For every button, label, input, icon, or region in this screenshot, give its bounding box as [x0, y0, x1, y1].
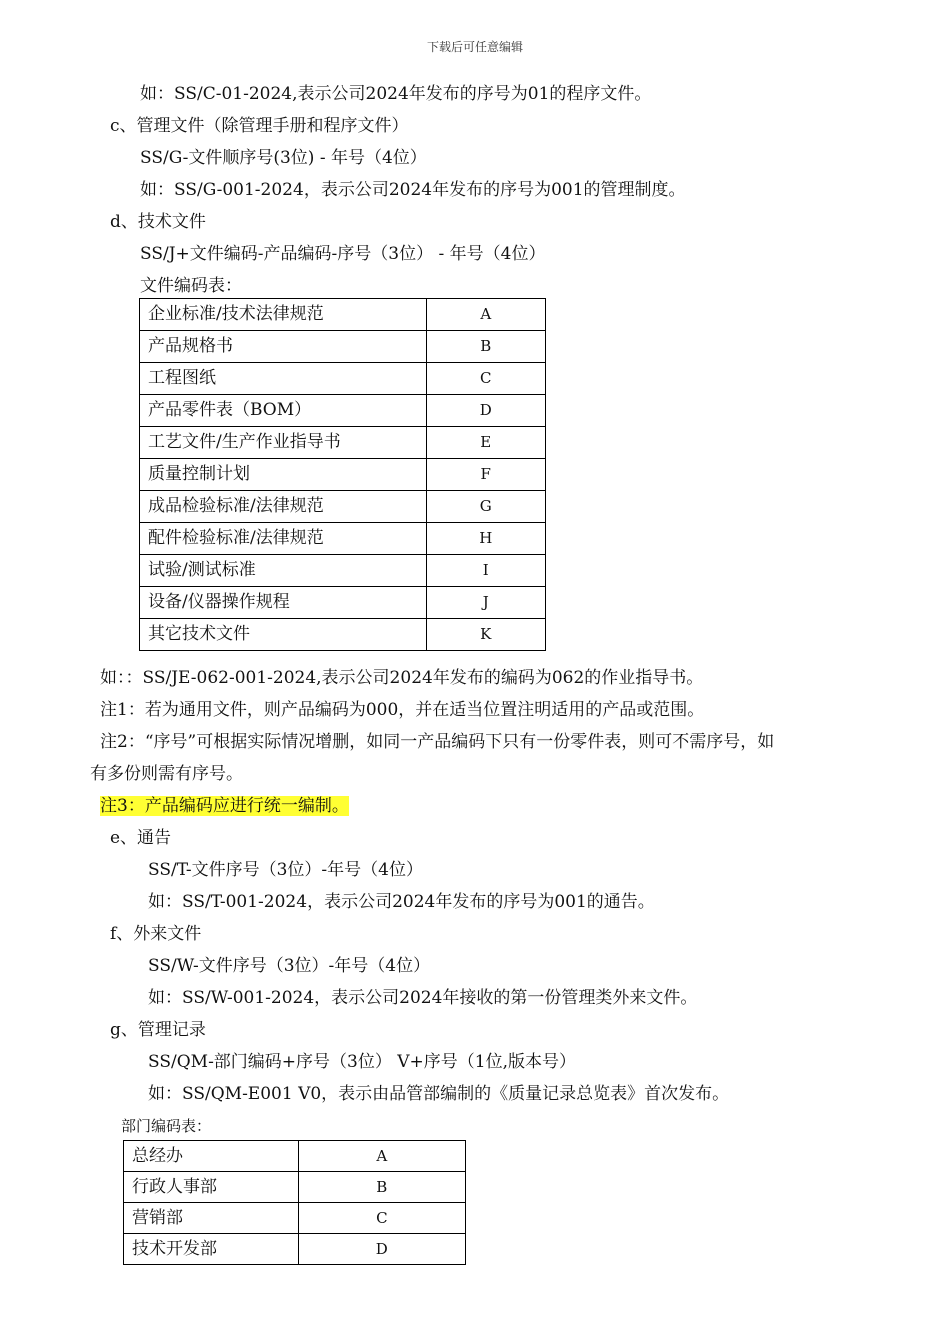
- table-cell-code: B: [426, 331, 545, 363]
- table-cell-name: 质量控制计划: [140, 459, 427, 491]
- example-record: 如：SS/QM-E001 V0，表示由品管部编制的《质量记录总览表》首次发布。: [148, 1084, 730, 1104]
- table-row: [140, 395, 546, 427]
- table-cell-name: 工艺文件/生产作业指导书: [140, 427, 427, 459]
- table-row: [140, 363, 546, 395]
- table-row: [140, 523, 546, 555]
- section-g-heading: g、管理记录: [110, 1020, 206, 1040]
- record-format: SS/QM-部门编码+序号（3位） V+序号（1位,版本号）: [148, 1052, 577, 1072]
- table-cell-code: C: [298, 1203, 465, 1234]
- table-row: [140, 491, 546, 523]
- table-cell-name: 行政人事部: [124, 1172, 299, 1203]
- table-row: [140, 427, 546, 459]
- highlight-text: 注3：产品编码应进行统一编制。: [100, 796, 349, 816]
- table-cell-code: B: [298, 1172, 465, 1203]
- table-cell-name: 营销部: [124, 1203, 299, 1234]
- table-row: [140, 459, 546, 491]
- table-cell-code: G: [426, 491, 545, 523]
- note-1: 注1：若为通用文件，则产品编码为000，并在适当位置注明适用的产品或范围。: [100, 700, 705, 720]
- table-cell-name: 产品规格书: [140, 331, 427, 363]
- table-row: [140, 619, 546, 651]
- table-cell-code: C: [426, 363, 545, 395]
- table-row: [140, 587, 546, 619]
- table-cell-code: K: [426, 619, 545, 651]
- note-2-continued: 有多份则需有序号。: [90, 764, 243, 784]
- table-cell-name: 企业标准/技术法律规范: [140, 299, 427, 331]
- table-cell-name: 成品检验标准/法律规范: [140, 491, 427, 523]
- dept-code-table-title: 部门编码表：: [121, 1117, 212, 1135]
- section-f-heading: f、外来文件: [110, 924, 202, 944]
- note-3-highlighted: [100, 794, 349, 818]
- table-cell-name: 设备/仪器操作规程: [140, 587, 427, 619]
- table-cell-name: 技术开发部: [124, 1234, 299, 1265]
- table-cell-code: A: [298, 1141, 465, 1172]
- management-doc-format: SS/G-文件顺序号(3位) - 年号（4位）: [140, 148, 427, 168]
- table-cell-code: H: [426, 523, 545, 555]
- example-work-instruction: 如：：SS/JE-062-001-2024,表示公司2024年发布的编码为062的作业指导书。: [100, 668, 704, 688]
- table-cell-name: 总经办: [124, 1141, 299, 1172]
- table-cell-code: E: [426, 427, 545, 459]
- table-cell-name: 产品零件表（BOM）: [140, 395, 427, 427]
- table-cell-name: 工程图纸: [140, 363, 427, 395]
- example-procedure-doc: 如：SS/C-01-2024,表示公司2024年发布的序号为01的程序文件。: [140, 84, 652, 104]
- section-c-heading: c、管理文件（除管理手册和程序文件）: [110, 116, 409, 136]
- table-row: [140, 331, 546, 363]
- notice-format: SS/T-文件序号（3位）-年号（4位）: [148, 860, 423, 880]
- example-notice: 如：SS/T-001-2024，表示公司2024年发布的序号为001的通告。: [148, 892, 655, 912]
- note-2: 注2：“序号”可根据实际情况增删，如同一产品编码下只有一份零件表，则可不需序号，如: [100, 732, 775, 752]
- table-cell-code: F: [426, 459, 545, 491]
- section-d-heading: d、技术文件: [110, 212, 206, 232]
- file-code-table: [139, 298, 546, 651]
- table-row: [124, 1172, 466, 1203]
- table-cell-code: D: [426, 395, 545, 427]
- example-external-doc: 如：SS/W-001-2024，表示公司2024年接收的第一份管理类外来文件。: [148, 988, 698, 1008]
- external-doc-format: SS/W-文件序号（3位）-年号（4位）: [148, 956, 431, 976]
- file-code-table-title: 文件编码表：: [140, 276, 242, 296]
- table-row: [124, 1234, 466, 1265]
- table-cell-code: A: [426, 299, 545, 331]
- dept-code-table: [123, 1140, 466, 1265]
- table-cell-name: 其它技术文件: [140, 619, 427, 651]
- page-header: 下载后可任意编辑: [426, 40, 523, 54]
- example-management-doc: 如：SS/G-001-2024，表示公司2024年发布的序号为001的管理制度。: [140, 180, 686, 200]
- section-e-heading: e、通告: [110, 828, 172, 848]
- table-cell-code: I: [426, 555, 545, 587]
- table-cell-code: D: [298, 1234, 465, 1265]
- table-row: [124, 1203, 466, 1234]
- technical-doc-format: SS/J+文件编码-产品编码-序号（3位） - 年号（4位）: [140, 244, 546, 264]
- table-cell-name: 试验/测试标准: [140, 555, 427, 587]
- table-cell-name: 配件检验标准/法律规范: [140, 523, 427, 555]
- table-row: [124, 1141, 466, 1172]
- table-cell-code: J: [426, 587, 545, 619]
- table-row: [140, 299, 546, 331]
- table-row: [140, 555, 546, 587]
